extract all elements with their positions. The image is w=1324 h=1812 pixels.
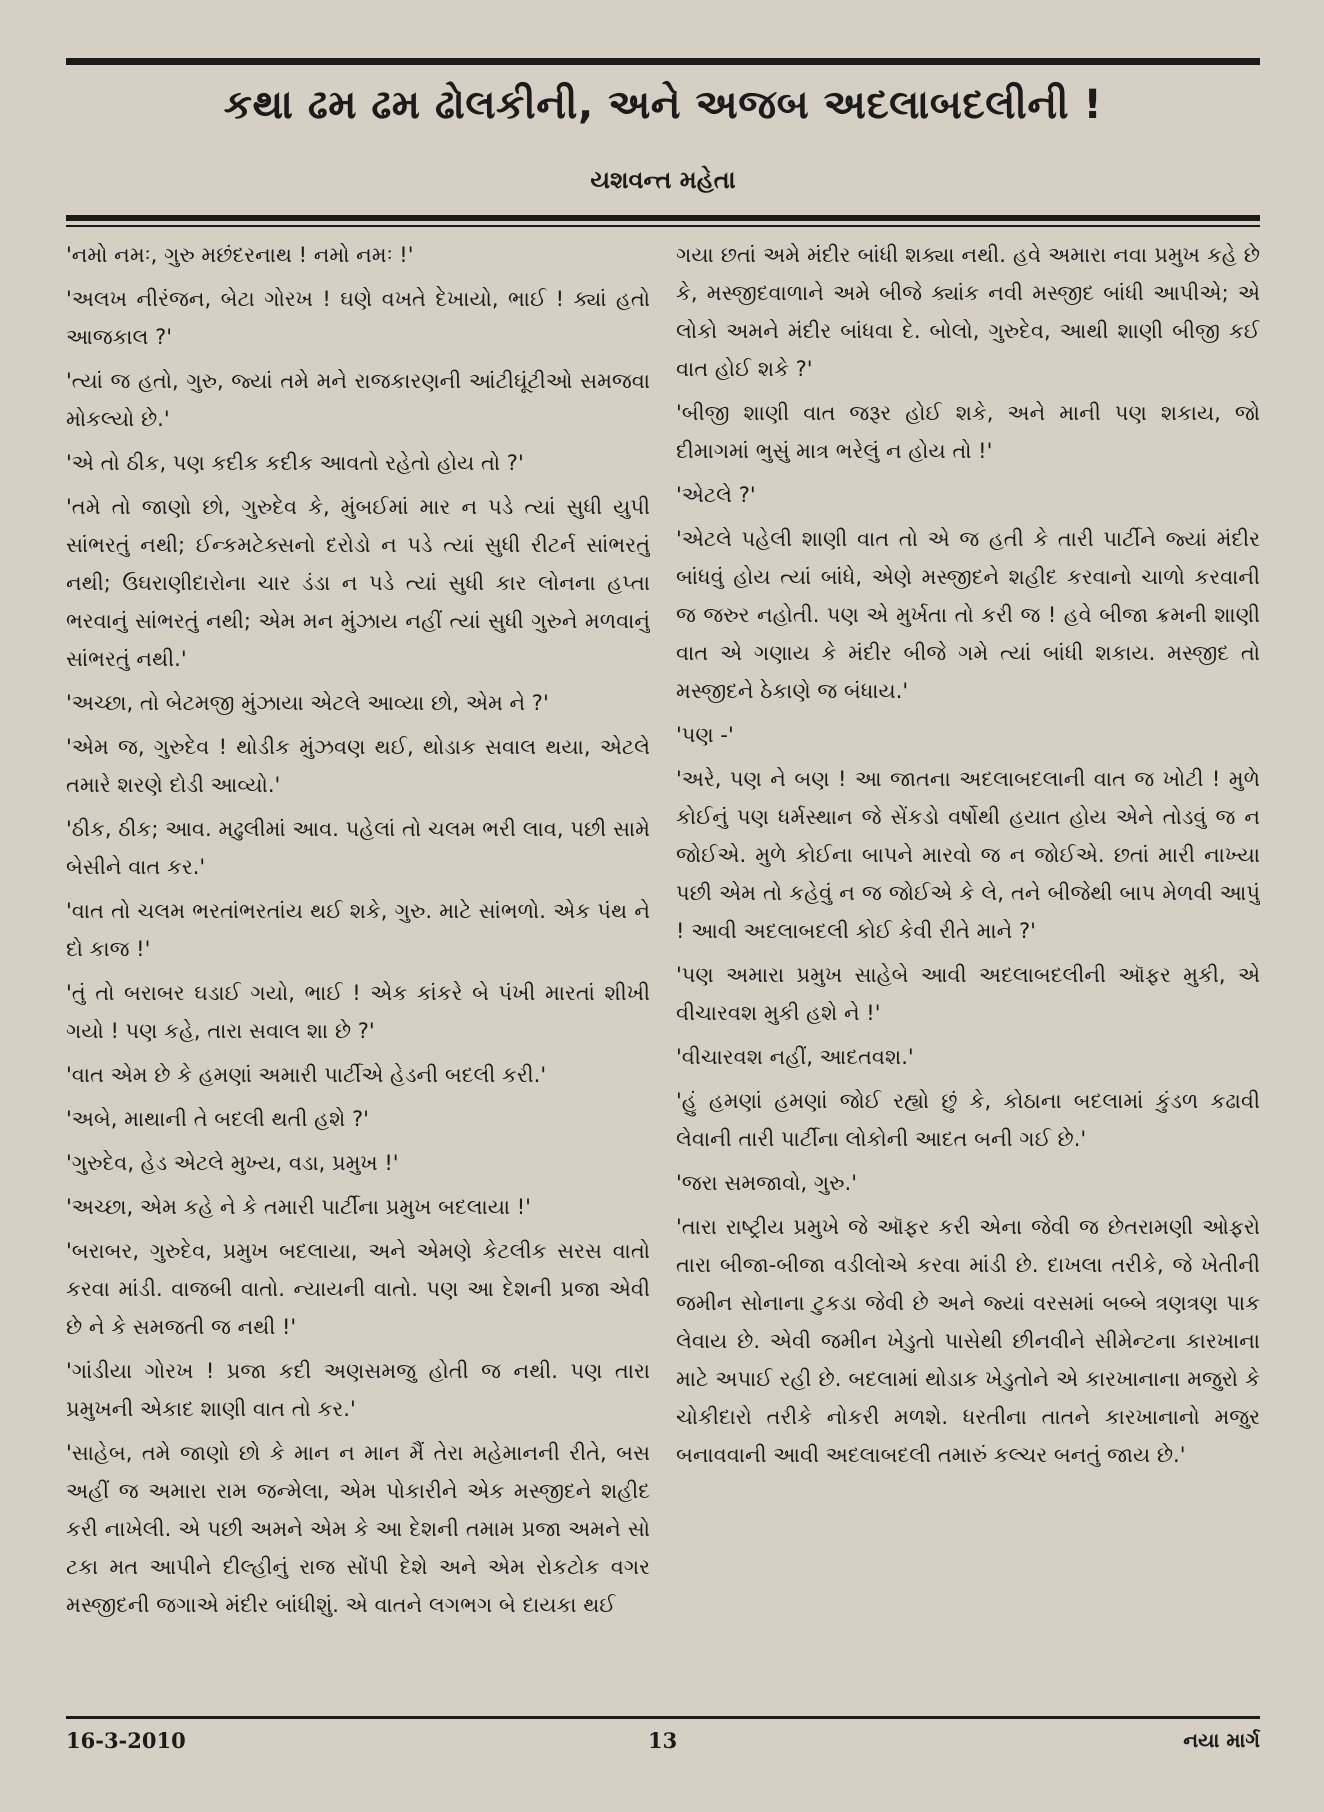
paragraph: 'તારા રાષ્ટ્રીય પ્રમુખે જે ઑફર કરી એના જેવી જ છેતરામણી ઓફરો તારા બીજા-બીજા વડીલોએ કરવા માંડી છે. દાખલા તરીકે, જે ખેતીની જમીન સોનાના ટુકડા જેવી છે અને જ્યાં વરસમાં બબ્બે ત્રણત્રણ પાક લેવાય છે. એવી જમીન ખેડુતો પાસેથી છીનવીને સીમેન્ટના કારખાના માટે અપાઈ રહી છે. બદલામાં થોડાક ખેડુતોને એ કારખાનાના મજુરો કે ચોકીદારો તરીકે નોકરી મળશે. ધરતીના તાતને કારખાનાનો મજુર બનાવવાની આવી અદલાબદલી તમારું કલ્ચર બનતું જાય છે.' (676, 1215, 1260, 1467)
paragraph: 'સાહેબ, તમે જાણો છો કે માન ન માન મૈં તેરા મહેમાનની રીતે, બસ અહીં જ અમારા રામ જન્મેલા, એમ પોકારીને એક મસ્જીદને શહીદ કરી નાખેલી. એ પછી અમને એમ કે આ દેશની તમામ પ્રજા અમને સો ટકા મત આપીને દીલ્હીનું રાજ સોંપી દેશે અને એમ રોકટોક વગર મસ્જીદની જગાએ મંદીર બાંધીશું. એ વાતને લગભગ બે દાયકા થઈ (66, 1441, 650, 1617)
paragraph: 'હું હમણાં હમણાં જોઈ રહ્યો છું કે, કોઠાના બદલામાં કુંડળ કઢાવી લેવાની તારી પાર્ટીના લોકોની આદત બની ગઈ છે.' (676, 1089, 1260, 1151)
paragraph: 'તમે તો જાણો છો, ગુરુદેવ કે, મુંબઈમાં માર ન પડે ત્યાં સુધી યુપી સાંભરતું નથી; ઈન્કમટેક્સનો દરોડો ન પડે ત્યાં સુધી રીટર્ન સાંભરતું નથી; ઉઘરાણીદારોના ચાર ડંડા ન પડે ત્યાં સુધી કાર લોનના હપ્તા ભરવાનું સાંભરતું નથી; એમ મન મુંઝાય નહીં ત્યાં સુધી ગુરુને મળવાનું સાંભરતું નથી.' (66, 495, 650, 671)
paragraph: 'એટલે ?' (676, 483, 756, 507)
paragraph: ગયા છતાં અમે મંદીર બાંધી શક્યા નથી. હવે અમારા નવા પ્રમુખ કહે છે કે, મસ્જીદવાળાને અમે બીજે ક્યાંક નવી મસ્જીદ બાંધી આપીએ; એ લોકો અમને મંદીર બાંધવા દે. બોલો, ગુરુદેવ, આથી શાણી બીજી કઈ વાત હોઈ શકે ?' (676, 243, 1260, 381)
paragraph: 'અરે, પણ ને બણ ! આ જાતના અદલાબદલાની વાત જ ખોટી ! મુળે કોઈનું પણ ધર્મસ્થાન જે સેંકડો વર્ષોથી હયાત હોય એને તોડવું જ ન જોઈએ. મુળે કોઈના બાપને મારવો જ ન જોઈએ. છતાં મારી નાખ્યા પછી એમ તો કહેવું ન જ જોઈએ કે લે, તને બીજેથી બાપ મેળવી આપું ! આવી અદલાબદલી કોઈ કેવી રીતે માને ?' (676, 767, 1260, 943)
footer-rule (66, 1716, 1260, 1719)
paragraph: 'ગુરુદેવ, હેડ એટલે મુખ્ય, વડા, પ્રમુખ !' (66, 1151, 399, 1175)
left-column (66, 236, 650, 1706)
paragraph: 'અચ્છા, એમ કહે ને કે તમારી પાર્ટીના પ્રમુખ બદલાયા !' (66, 1195, 531, 1219)
paragraph: 'એટલે પહેલી શાણી વાત તો એ જ હતી કે તારી પાર્ટીને જ્યાં મંદીર બાંધવું હોય ત્યાં બાંધે, એણે મસ્જીદને શહીદ કરવાનો ચાળો કરવાની જ જરુર નહોતી. પણ એ મુર્ખતા તો કરી જ ! હવે બીજા ક્રમની શાણી વાત એ ગણાય કે મંદીર બીજે ગમે ત્યાં બાંધી શકાય. મસ્જીદ તો મસ્જીદને ઠેકાણે જ બંધાય.' (676, 527, 1260, 703)
paragraph: 'બરાબર, ગુરુદેવ, પ્રમુખ બદલાયા, અને એમણે કેટલીક સરસ વાતો કરવા માંડી. વાજબી વાતો. ન્યાયની વાતો. પણ આ દેશની પ્રજા એવી છે ને કે સમજતી જ નથી !' (66, 1239, 650, 1339)
paragraph: 'જરા સમજાવો, ગુરુ.' (676, 1171, 857, 1195)
paragraph: 'ગાંડીયા ગોરખ ! પ્રજા કદી અણસમજુ હોતી જ નથી. પણ તારા પ્રમુખની એકાદ શાણી વાત તો કર.' (66, 1359, 650, 1421)
footer-date: 16-3-2010 (66, 1728, 186, 1753)
page-number: 13 (648, 1728, 678, 1753)
header-rule-thick (66, 215, 1260, 221)
paragraph: 'એમ જ, ગુરુદેવ ! થોડીક મુંઝવણ થઈ, થોડાક સવાલ થયા, એટલે તમારે શરણે દોડી આવ્યો.' (66, 735, 650, 797)
paragraph: 'નમો નમઃ, ગુરુ મછંદરનાથ ! નમો નમઃ !' (66, 243, 414, 267)
paragraph: 'તું તો બરાબર ઘડાઈ ગયો, ભાઈ ! એક કાંકરે બે પંખી મારતાં શીખી ગયો ! પણ કહે, તારા સવાલ શા છે ?' (66, 981, 650, 1043)
paragraph: 'પણ -' (676, 723, 734, 747)
paragraph: 'વીચારવશ નહીં, આદતવશ.' (676, 1045, 914, 1069)
paragraph: 'વાત તો ચલમ ભરતાંભરતાંય થઈ શકે, ગુરુ. માટે સાંભળો. એક પંથ ને દો કાજ !' (66, 899, 650, 961)
paragraph: 'ત્યાં જ હતો, ગુરુ, જ્યાં તમે મને રાજકારણની આંટીઘૂંટીઓ સમજવા મોકલ્યો છે.' (66, 369, 650, 431)
paragraph: 'વાત એમ છે કે હમણાં અમારી પાર્ટીએ હેડની બદલી કરી.' (66, 1063, 547, 1087)
top-rule (66, 58, 1260, 65)
paragraph: 'અચ્છા, તો બેટમજી મુંઝાયા એટલે આવ્યા છો, એમ ને ?' (66, 691, 549, 715)
paragraph: 'બીજી શાણી વાત જરૂર હોઈ શકે, અને માની પણ શકાય, જો દીમાગમાં ભુસું માત્ર ભરેલું ન હોય તો !' (676, 401, 1260, 463)
article-author: યશવન્ત મહેતા (590, 166, 736, 194)
paragraph: 'પણ અમારા પ્રમુખ સાહેબે આવી અદલાબદલીની ઑફર મુકી, એ વીચારવશ મુકી હશે ને !' (676, 963, 1260, 1025)
magazine-name: નયા માર્ગ (1183, 1728, 1260, 1752)
paragraph: 'અલખ નીરંજન, બેટા ગોરખ ! ઘણે વખતે દેખાયો, ભાઈ ! ક્યાં હતો આજકાલ ?' (66, 287, 650, 349)
right-column (676, 236, 1260, 1706)
paragraph: 'એ તો ઠીક, પણ કદીક કદીક આવતો રહેતો હોય તો ?' (66, 451, 524, 475)
article-title: કથા ઢમ ઢમ ઢોલકીની, અને અજબ અદલાબદલીની ! (223, 82, 1103, 128)
paragraph: 'ઠીક, ઠીક; આવ. મઢુલીમાં આવ. પહેલાં તો ચલમ ભરી લાવ, પછી સામે બેસીને વાત કર.' (66, 817, 650, 879)
header-rule-thin (66, 225, 1260, 227)
paragraph: 'અબે, માથાની તે બદલી થતી હશે ?' (66, 1107, 369, 1131)
